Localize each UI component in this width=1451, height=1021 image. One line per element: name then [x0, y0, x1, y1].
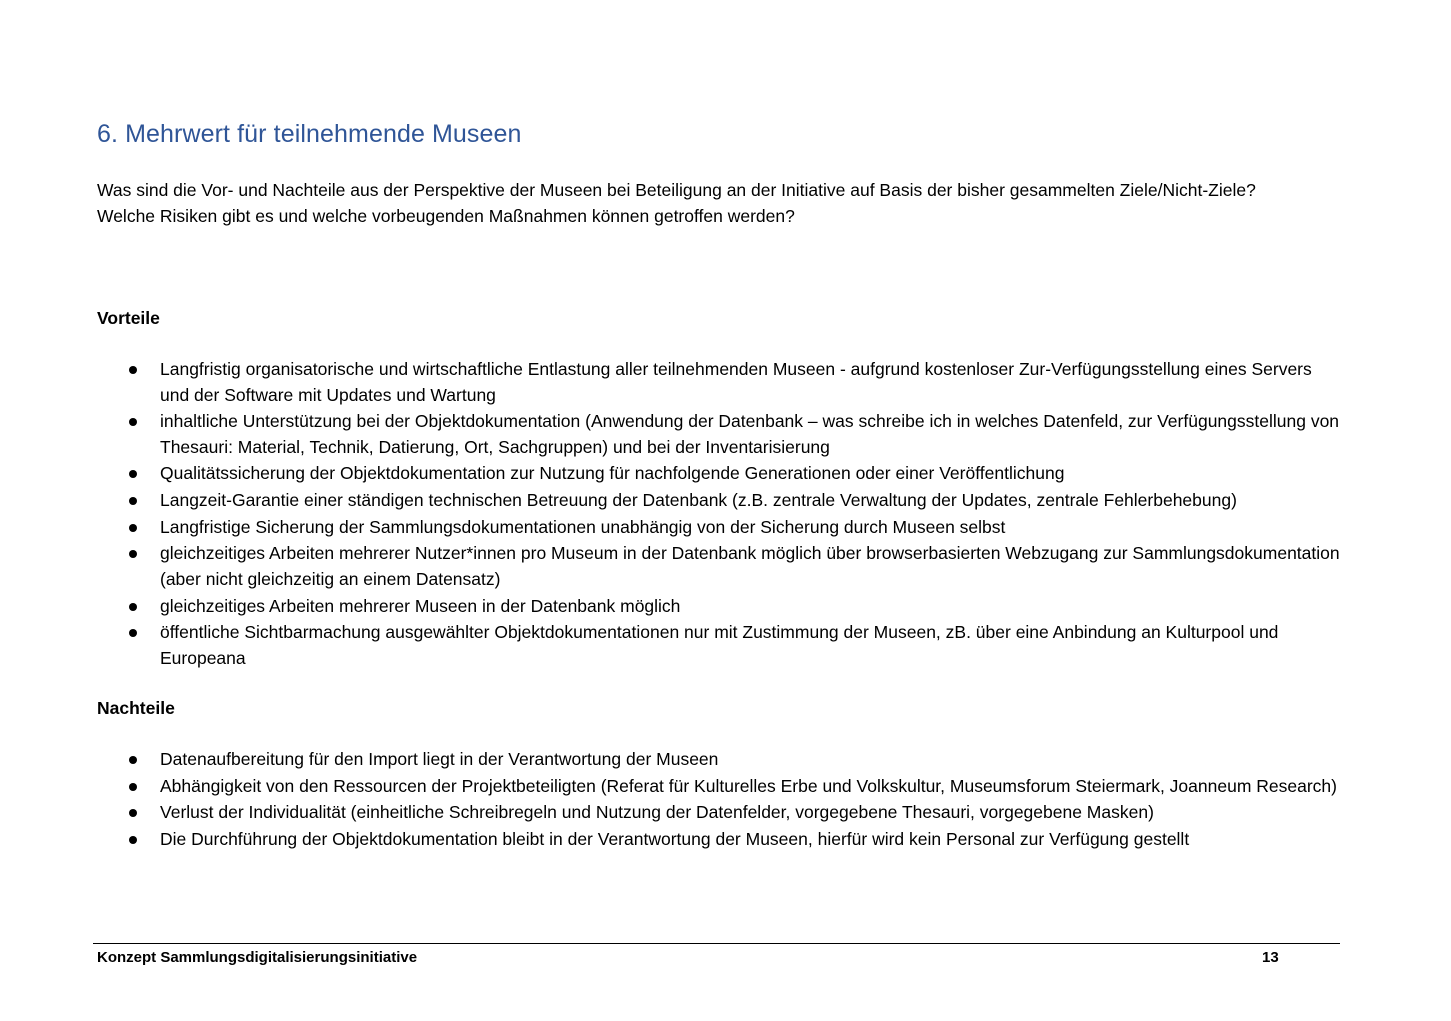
bullet-icon	[129, 524, 137, 532]
list-item	[0, 357, 1345, 408]
vorteile-list	[0, 357, 1345, 673]
list-item-text: inhaltliche Unterstützung bei der Objektdokumentation (Anwendung der Datenbank – was schreibe ich in welches Datenfeld, zur Verfügungsstellung von Thesauri: Material, Technik, Datierung, Ort, Sachgruppen) und bei der Inventarisierung	[160, 411, 1340, 457]
list-item	[0, 461, 1345, 487]
list-item-text: Verlust der Individualität (einheitliche Schreibregeln und Nutzung der Datenfelder, vorgegebene Thesauri, vorgegebene Masken)	[160, 802, 1154, 823]
bullet-icon	[129, 550, 137, 558]
list-item	[0, 774, 1345, 800]
list-item-text: Die Durchführung der Objektdokumentation bleibt in der Verantwortung der Museen, hierfür wird kein Personal zur Verfügung gestellt	[160, 829, 1190, 850]
list-item	[0, 515, 1345, 541]
list-item-text: Langfristig organisatorische und wirtschaftliche Entlastung aller teilnehmenden Museen - aufgrund kostenloser Zur-Verfügungsstellung eines Servers und der Software mit Updates und Wartung	[160, 359, 1312, 405]
bullet-icon	[129, 783, 137, 791]
intro-text	[97, 178, 1332, 229]
nachteile-list	[0, 747, 1345, 854]
vorteile-heading: Vorteile	[97, 308, 160, 328]
bullet-icon	[129, 418, 137, 426]
bullet-icon	[129, 836, 137, 844]
list-item	[0, 620, 1345, 671]
intro-question-advantages: Was sind die Vor- und Nachteile aus der Perspektive der Museen bei Beteiligung an der Initiative auf Basis der bisher gesammelten Ziele/Nicht-Ziele?	[97, 180, 1256, 200]
nachteile-heading: Nachteile	[97, 698, 175, 718]
bullet-icon	[129, 756, 137, 764]
bullet-icon	[129, 603, 137, 611]
bullet-icon	[129, 497, 137, 505]
list-item	[0, 747, 1345, 773]
list-item	[0, 409, 1345, 460]
bullet-icon	[129, 366, 137, 374]
list-item	[0, 827, 1345, 853]
footer-document-title: Konzept Sammlungsdigitalisierungsinitiative	[97, 949, 418, 966]
list-item-text: Langfristige Sicherung der Sammlungsdokumentationen unabhängig von der Sicherung durch Museen selbst	[160, 516, 1006, 537]
section-heading: 6. Mehrwert für teilnehmende Museen	[97, 120, 522, 148]
list-item-text: gleichzeitiges Arbeiten mehrerer Museen in der Datenbank möglich	[160, 595, 681, 616]
bullet-icon	[129, 470, 137, 478]
list-item-text: Qualitätssicherung der Objektdokumentation zur Nutzung für nachfolgende Generationen oder einer Veröffentlichung	[160, 463, 1065, 484]
footer-page-number: 13	[1262, 949, 1279, 966]
list-item-text: Langzeit-Garantie einer ständigen technischen Betreuung der Datenbank (z.B. zentrale Verwaltung der Updates, zentrale Fehlerbehebung)	[160, 490, 1237, 511]
list-item-text: Datenaufbereitung für den Import liegt in der Verantwortung der Museen	[160, 749, 719, 769]
list-item	[0, 594, 1345, 620]
bullet-icon	[129, 809, 137, 817]
footer-divider	[93, 943, 1340, 944]
list-item-text: öffentliche Sichtbarmachung ausgewählter Objektdokumentationen nur mit Zustimmung der Museen, zB. über eine Anbindung an Kulturpool und Europeana	[160, 622, 1279, 668]
bullet-icon	[129, 629, 137, 637]
list-item	[0, 488, 1345, 514]
list-item	[0, 800, 1345, 826]
list-item-text: Abhängigkeit von den Ressourcen der Projektbeteiligten (Referat für Kulturelles Erbe und Volkskultur, Museumsforum Steiermark, Joanneum Research)	[160, 775, 1337, 796]
list-item-text: gleichzeitiges Arbeiten mehrerer Nutzer*innen pro Museum in der Datenbank möglich über browserbasierten Webzugang zur Sammlungsdokumentation (aber nicht gleichzeitig an einem Datensatz)	[160, 543, 1340, 589]
list-item	[0, 541, 1345, 592]
intro-question-risks: Welche Risiken gibt es und welche vorbeugenden Maßnahmen können getroffen werden?	[97, 205, 795, 226]
